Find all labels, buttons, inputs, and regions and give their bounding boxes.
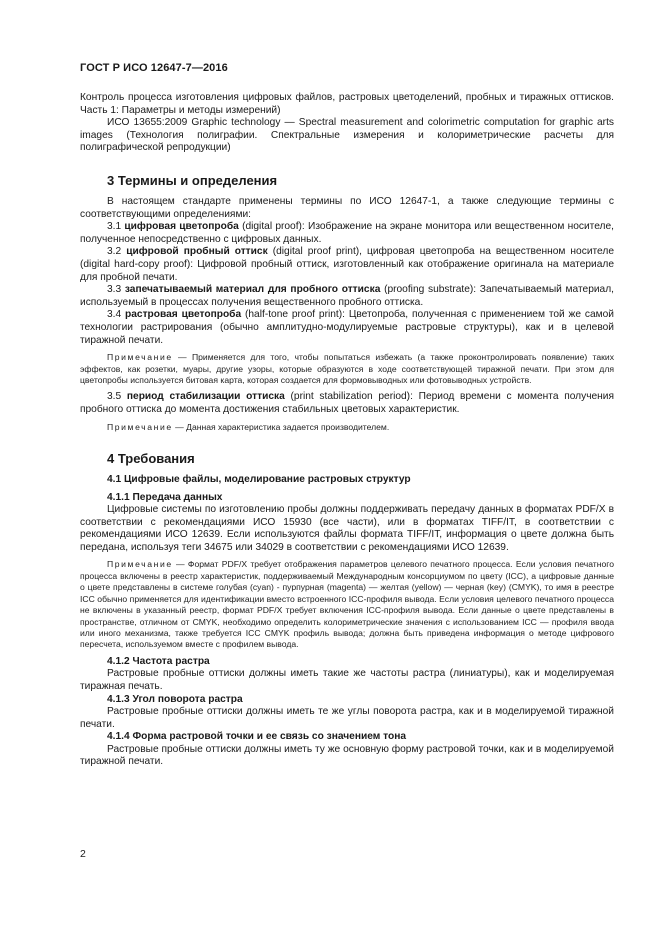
section-4-1-4-title: 4.1.4 Форма растровой точки и ее связь со значением тона xyxy=(107,731,407,743)
term-name: цифровая цветопроба xyxy=(124,221,239,233)
term-name: растровая цветопроба xyxy=(125,309,242,321)
section-3-title: 3 Термины и определения xyxy=(107,172,278,188)
term-number: 3.5 xyxy=(107,391,127,403)
text-column xyxy=(80,92,614,769)
note-label: Примечание xyxy=(107,559,173,570)
term-name: период стабилизации оттиска xyxy=(126,391,285,403)
page-number: 2 xyxy=(80,848,86,860)
section-4-title: 4 Требования xyxy=(107,450,195,466)
note-label: Примечание xyxy=(107,352,173,363)
term-definition: (digital proof): Изображение на экране монитора или вещественном носителе, полученное непосредственно с цифровых данных. xyxy=(80,221,614,245)
note-3-5 xyxy=(80,422,614,433)
note-text: — Данная характеристика задается производителем. xyxy=(172,421,390,432)
section-4-1-3-title: 4.1.3 Угол поворота растра xyxy=(107,693,243,705)
term-name: цифровой пробный оттиск xyxy=(126,246,268,258)
note-4-1-1 xyxy=(80,559,614,650)
note-text: — Применяется для того, чтобы попытаться избежать (а также проконтролировать появление) таких эффектов, как розетки, муары, другие узоры, которые образуются в ходе соответствующей тиражной печати. При этом для цветопробы используется битовая карта, которая создается для формовыводных или фотовыводных устройств. xyxy=(80,352,614,385)
term-3-4 xyxy=(80,309,614,347)
term-number: 3.2 xyxy=(107,246,127,258)
section-4-1-3-text: Растровые пробные оттиски должны иметь те же углы поворота растра, как и в моделируемой тиражной печати. xyxy=(80,706,614,730)
term-definition: (digital proof print), цифровая цветопроба на вещественном носителе (digital hard-copy proof): Цифровой пробный оттиск, изготовленный как отображение оригинала на материале для пробной печати. xyxy=(80,246,614,283)
section-4-1-4-text: Растровые пробные оттиски должны иметь ту же основную форму растровой точки, как и в моделируемой тиражной печати. xyxy=(80,743,614,768)
term-definition: (half-tone proof print): Цветопроба, полученная с применением той же самой технологии растрирования (обычно амплитудно-модулируемые растровые структуры), как и в целевой тиражной печати. xyxy=(80,309,615,346)
note-3-4 xyxy=(80,352,614,386)
term-definition: (proofing substrate): Запечатываемый материал, используемый в процессах получения вещественного пробного оттиска. xyxy=(80,284,614,308)
section-3-intro: В настоящем стандарте применены термины по ИСО 12647-1, а также следующие термины с соответствующими определениями: xyxy=(80,195,614,220)
term-number: 3.3 xyxy=(107,284,125,296)
section-4-1-1-title: 4.1.1 Передача данных xyxy=(107,491,223,503)
reference-iso-13655: ИСО 13655:2009 Graphic technology — Spectral measurement and colorimetric computation for graphic arts images (Технология полиграфии. Спектральные измерения и колориметрические расчеты для полиграфической репродукции) xyxy=(80,117,614,154)
term-3-3 xyxy=(80,284,614,309)
note-label: Примечание xyxy=(107,421,173,432)
term-name: запечатываемый материал для пробного оттиска xyxy=(124,284,381,296)
section-4-1-title: 4.1 Цифровые файлы, моделирование растровых структур xyxy=(107,473,411,485)
reference-continuation: Контроль процесса изготовления цифровых файлов, растровых цветоделений, пробных и тиражных оттисков. Часть 1: Параметры и методы измерений) xyxy=(80,92,614,116)
term-definition: (print stabilization period): Период времени с момента получения пробного оттиска до момента достижения стабильных цветовых характеристик. xyxy=(80,391,614,415)
term-number: 3.4 xyxy=(107,309,126,321)
section-4-1-2-text: Растровые пробные оттиски должны иметь такие же частоты растра (линиатуры), как и моделируемая тиражная печать. xyxy=(80,668,614,692)
section-4-1-2-title: 4.1.2 Частота растра xyxy=(107,655,210,667)
note-text: — Формат PDF/X требует отображения параметров целевого печатного процесса. Если условия печатного процесса включены в реестр характеристик, поддерживаемый Международным консорциумом по цвету (ICC), а цифровые данные о цвете представлены в системе голубая (cyan) - пурпурная (magenta) — желтая (yellow) — черная (key) (CMYK), то имя в реестре ICC обычно применяется для идентификации вместо встроенного ICC-профиля вывода. Если условия целевого печатного процесса не включены в указанный реестр, формат PDF/X требует включения ICC-профиля вывода. Если данные о цвете представлены в пространстве, отличном от CMYK, необходимо определить колориметрические значения с использованием ICC — профиля ввода или иного механизма, также требуется ICC CMYK профиль вывода; должна быть приведена информация о методе цифрового пересчета, используемом вместе с профилем вывода. xyxy=(80,559,614,650)
term-3-2 xyxy=(80,246,614,284)
document-header: ГОСТ Р ИСО 12647-7—2016 xyxy=(80,62,228,74)
term-number: 3.1 xyxy=(107,221,125,233)
term-3-5 xyxy=(80,391,614,416)
section-4-1-1-text: Цифровые системы по изготовлению пробы должны поддерживать передачу данных в форматах PDF/X в соответствии с рекомендациями ИСО 15930 (все части), или в форматах TIFF/IT, в соответствии с рекомендациями ИСО 12639. Если используются файлы формата TIFF/IT, информация о цвете должна быть передана, используя теги 34675 или 34029 в соответствии с рекомендациями ИСО 12639. xyxy=(80,504,614,553)
term-3-1 xyxy=(80,221,614,246)
